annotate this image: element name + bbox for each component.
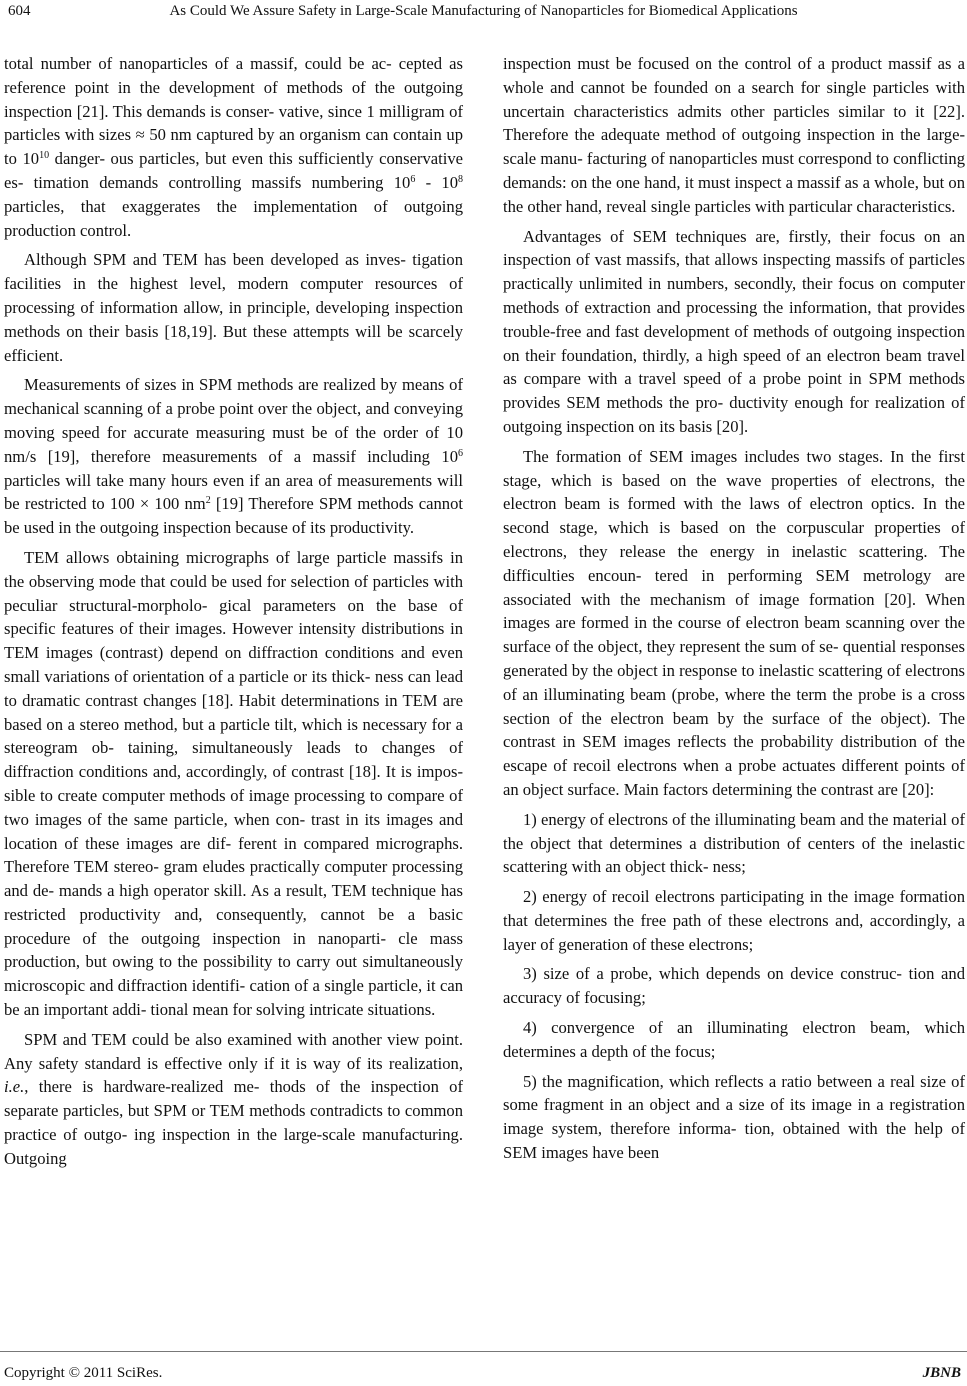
paragraph: inspection must be focused on the control of a product massif as a whole and cannot be founded on a search for single particles with uncertain characteristics admits other particles similar to it [22]. Therefore the adequate method of outgoing inspection in the large-scale manu- facturing of nanoparticles must correspond to conflicting demands: on the one hand, it must inspect a massif as a whole, but on the other hand, reveal single particles with particular characteristics. <box>503 54 965 216</box>
journal-abbrev: JBNB <box>922 1365 961 1381</box>
paragraph: Although SPM and TEM has been developed as inves- tigation facilities in the highest level, modern computer resources of processing of information allow, in principle, developing inspection methods on their basis [18,19]. But these attempts will be scarcely efficient. <box>4 250 463 365</box>
paragraph: TEM allows obtaining micrographs of large particle massifs in the observing mode that could be used for selection of particles with peculiar structural-morpholo- gical parameters on the base of specific features of their images. However intensity distributions in TEM images (contrast) depend on diffraction conditions and even small variations of orientation of a particle or its thick- ness can lead to dramatic contrast changes [18]. Habit determinations in TEM are based on a stereo method, but a particle tilt, which is necessary for a stereogram ob- taining, simultaneously leads to changes of diffraction conditions and, accordingly, of contrast [18]. It is impos- sible to create computer methods of image processing to compare of two images of the same particle, when con- trast in its images and location of these images are dif- ferent in compared micrographs. Therefore TEM stereo- gram eludes practically computer processing and de- mands a high operator skill. As a result, TEM technique has restricted productivity and, consequently, cannot be a basic procedure of the outgoing inspection in nanoparti- cle mass production, but owing to the possibility to carry out simultaneously microscopic and diffraction identifi- cation of a single particle, it can be an important addi- tional mean for solving intricate situations. <box>4 547 463 1020</box>
paragraph: Advantages of SEM techniques are, firstly, their focus on an inspection of vast massifs, that allows inspecting massifs of particles practically unlimited in numbers, secondly, their focus on computer methods of extraction and processing the information, that provides trouble-free and fast development of methods of outgoing inspection on their foundation, thirdly, a high speed of an electron beam travel as compare with a travel speed of a probe point in SPM methods provides SEM methods the pro- ductivity enough for realization of outgoing inspection on its basis [20]. <box>503 226 965 436</box>
list-item: 1) energy of electrons of the illuminating beam and the material of the object that determines a distribution of centers of the inelastic scattering with an object thick- ness; <box>503 809 965 877</box>
list-item: 3) size of a probe, which depends on device construc- tion and accuracy of focusing; <box>503 964 965 1008</box>
page-number: 604 <box>8 3 31 19</box>
list-item: 2) energy of recoil electrons participating in the image formation that determines the free path of these electrons and, accordingly, a layer of generation of these electrons; <box>503 887 965 954</box>
right-column <box>503 52 965 1171</box>
list-item: 5) the magnification, which reflects a ratio between a real size of some fragment in an object and a size of its image in a registration image system, therefore informa- tion, obtained with the help of SEM images have been <box>503 1071 965 1163</box>
paragraph: The formation of SEM images includes two stages. In the first stage, which is based on the wave properties of electrons, the electron beam is formed with the laws of electron optics. In the second stage, which is based on the corpuscular properties of electrons, they release the energy in inelastic scattering. The difficulties encoun- tered in performing SEM metrology are associated with the mechanism of image formation [20]. When images are formed in the course of electron beam scanning over the surface of the object, they represent the sum of se- quential responses generated by the object in response to inelastic scattering of electrons of an illuminating beam (probe, where the term the probe is a cross section of the electron beam by the surface of the object). The contrast in SEM images reflects the probability distribution of the escape of recoil electrons when a probe actuates different points of an object surface. Main factors determining the contrast are [20]: <box>503 446 965 799</box>
running-title: As Could We Assure Safety in Large-Scale Manufacturing of Nanoparticles for Biomedical Applications <box>169 3 798 19</box>
copyright: Copyright © 2011 SciRes. <box>4 1365 163 1381</box>
paragraph: SPM and TEM could be also examined with another view point. Any safety standard is effective only if it is way of its realization, i.e., there is hardware-realized me- thods of the inspection of separate particles, but SPM or TEM methods contradicts to common practice of outgo- ing inspection in the large-scale manufacturing. Outgoing <box>4 1029 463 1168</box>
left-column <box>4 52 463 1177</box>
list-item: 4) convergence of an illuminating electron beam, which determines a depth of the focus; <box>503 1018 965 1061</box>
paragraph: total number of nanoparticles of a massif, could be ac- cepted as reference point in the development of methods of the outgoing inspection [21]. This demands is conser- vative, since 1 milligram of particles with sizes ≈ 50 nm captured by an organism can contain up to $10^{10}$ danger- ous particles, but even this sufficiently conservative es- timation demands controlling massifs numbering $10^6 - 10^8$ particles, that exaggerates the implementation of outgoing production control. <box>4 54 463 240</box>
page-header <box>0 0 967 22</box>
footer-divider <box>0 1351 967 1352</box>
paragraph: Measurements of sizes in SPM methods are realized by means of mechanical scanning of a probe point over the object, and conveying moving speed for accurate measuring must be of the order of 10 nm/s [19], therefore measurements of a massif including $10^6$ particles will take many hours even if an area of measurements will be restricted to 100 × 100 $nm^2$ [19] Therefore SPM methods cannot be used in the outgoing inspection because of its productivity. <box>4 375 463 538</box>
